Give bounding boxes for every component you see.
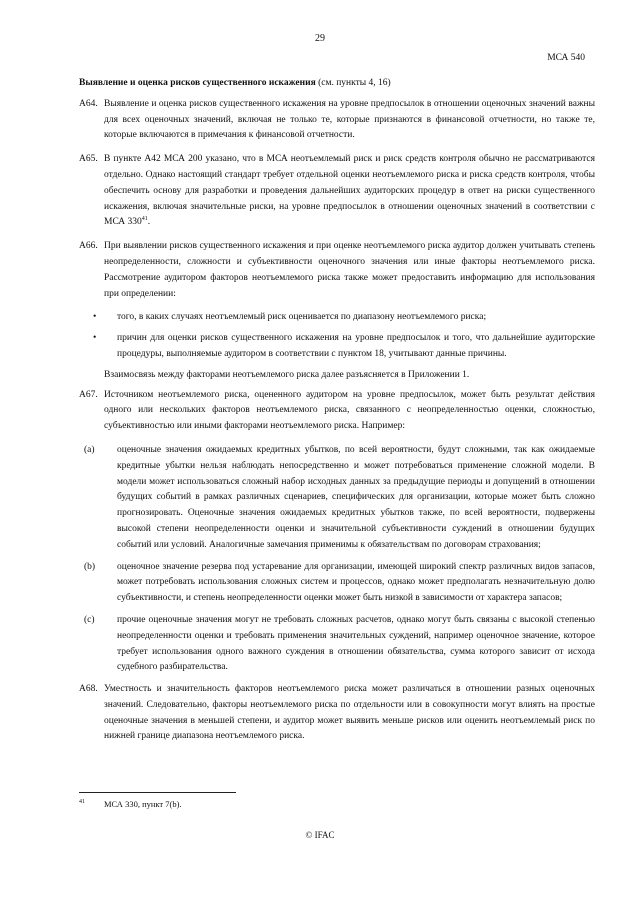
paragraph-number: A67.: [79, 389, 98, 400]
paragraph-a66-closing: [79, 368, 595, 384]
paragraph-text: Выявление и оценка рисков существенного искажения на уровне предпосылок в отношении оценочных значений важны для всех оценочных значений, включая не только те, которые признаются в финансовой отчетности, но также те, которые включаются в примечания к финансовой отчетности.: [104, 98, 595, 141]
sub-item-label: (a): [84, 444, 95, 455]
main-content: [79, 76, 595, 753]
section-heading-title: Выявление и оценка рисков существенного искажения: [79, 78, 316, 88]
paragraph-number: A68.: [79, 684, 98, 695]
footnote-divider: [79, 792, 236, 793]
paragraph-a65: [79, 152, 595, 231]
bullet-item: [79, 310, 595, 326]
sub-item-a: [79, 443, 595, 554]
page-number: 29: [315, 33, 325, 44]
sub-item-text: оценочные значения ожидаемых кредитных убытков, по всей вероятности, будут сложными, так как ожидаемые кредитные убытки нельзя наблюдать непосредственно и может потребоваться применение сложной модели. В модели может использоваться сложный набор исходных данных за предыдущие периоды и допущений в отношении будущих событий в рамках различных сценариев, специфических для организации, которые может быть сложно прогнозировать. Оценочные значения ожидаемых кредитных убытков также, по всей вероятности, подвержены высокой степени неопределенности оценки и значительной субъективности суждений в отношении будущих событий или условий. Аналогичные замечания применимы к обязательствам по договорам страхования;: [117, 444, 595, 550]
section-heading-ref: (см. пункты 4, 16): [315, 78, 391, 88]
footnote-reference: 41: [141, 216, 148, 223]
section-heading: [79, 76, 595, 92]
bullet-text: того, в каких случаях неотъемлемый риск оценивается по диапазону неотъемлемого риска;: [117, 312, 487, 323]
paragraph-text-end: .: [147, 217, 151, 228]
bullet-item: [79, 331, 595, 363]
paragraph-number: A66.: [79, 241, 98, 252]
paragraph-a68: [79, 682, 595, 745]
paragraph-text: Взаимосвязь между факторами неотъемлемого риска далее разъясняется в Приложении 1.: [104, 369, 470, 380]
sub-item-c: [79, 613, 595, 676]
sub-item-label: (c): [84, 614, 95, 625]
footnote-number: 41: [79, 799, 85, 805]
bullet-text: причин для оценки рисков существенного искажения на уровне предпосылок и того, что дальнейшие аудиторские процедуры, выполняемые аудитором в соответствии с пунктом 18, учитывают данные причины.: [117, 333, 595, 359]
paragraph-text: В пункте A42 МСА 200 указано, что в МСА неотъемлемый риск и риск средств контроля обычно не рассматриваются отдельно. Однако настоящий стандарт требует отдельной оценки неотъемлемого риска и риска средств контроля, чтобы обеспечить основу для разработки и проведения дальнейших аудиторских процедур в ответ на риски существенного искажения, включая значительные риски, на уровне предпосылок в отношении оценочных значений в соответствии с МСА 330: [104, 154, 595, 228]
sub-item-text: оценочное значение резерва под устаревание для организации, имеющей широкий спектр различных видов запасов, может потребовать использования сложных систем и процессов, однако может предполагать незначительную долю субъективности, и степень неопределенности оценки может быть низкой в зависимости от характера запасов;: [117, 561, 595, 604]
footnote: [79, 799, 182, 809]
paragraph-number: A64.: [79, 98, 98, 109]
paragraph-a64: [79, 97, 595, 144]
paragraph-a67: [79, 388, 595, 435]
paragraph-text: Уместность и значительность факторов неотъемлемого риска может различаться в отношении разных оценочных значений. Следовательно, факторы неотъемлемого риска по отдельности или в совокупности могут влиять на простые оценочные значения в меньшей степени, и аудитор может выявить меньше рисков или оценить неотъемлемый риск по нижней границе диапазона неотъемлемого риска.: [104, 684, 595, 742]
page-footer: © IFAC: [305, 830, 335, 840]
sub-item-text: прочие оценочные значения могут не требовать сложных расчетов, однако могут быть связаны с высокой степенью неопределенности оценки и требовать применения значительных суждений, например оценочное значение, которое требует использования одного важного суждения в отношении обязательства, сумма которого зависит от исхода судебного разбирательства.: [117, 614, 595, 673]
paragraph-text: Источником неотъемлемого риска, оцененного аудитором на уровне предпосылок, может быть результат действия одного или нескольких факторов неотъемлемого риска, связанного с неопределенностью оценки, сложностью, субъективностью или иными факторами неотъемлемого риска. Например:: [104, 389, 595, 432]
bullet-marker: •: [93, 333, 97, 344]
paragraph-number: A65.: [79, 154, 98, 165]
standard-code: МСА 540: [547, 53, 585, 63]
paragraph-text: При выявлении рисков существенного искажения и при оценке неотъемлемого риска аудитор должен учитывать степень неопределенности, сложности и субъективности оценочного значения или иные факторы неотъемлемого риска. Рассмотрение аудитором факторов неотъемлемого риска также может предоставить информацию для использования при определении:: [104, 241, 595, 299]
footnote-text: МСА 330, пункт 7(b).: [104, 799, 182, 809]
sub-item-label: (b): [84, 561, 96, 572]
bullet-marker: •: [93, 312, 97, 323]
paragraph-a66: [79, 239, 595, 302]
sub-item-b: [79, 560, 595, 607]
